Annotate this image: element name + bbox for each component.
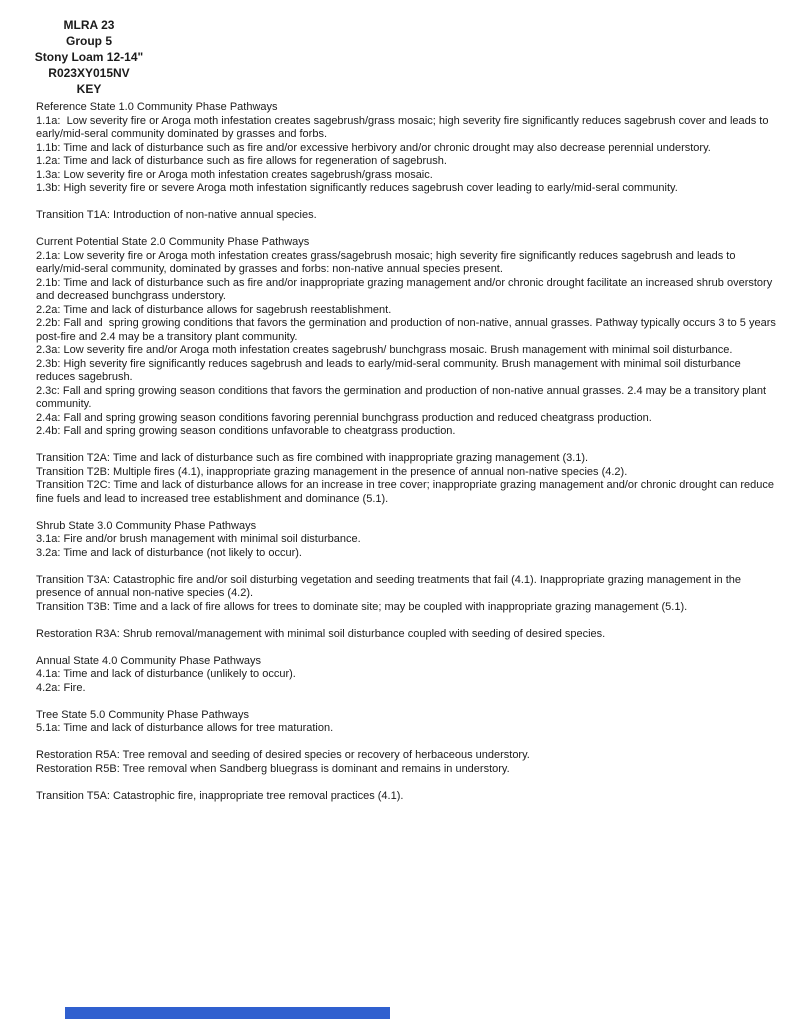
section-transition-t5a: [36, 790, 780, 804]
text-line: 1.1a: Low severity fire or Aroga moth infestation creates sagebrush/grass mosaic; high severity fire significantly reduces sagebrush cover and leads to early/mid-seral community dominated by grasses and forbs.: [36, 114, 772, 140]
text-line: 5.1a: Time and lack of disturbance allows for tree maturation.: [36, 722, 334, 734]
text-line: 2.1a: Low severity fire or Aroga moth infestation creates grass/sagebrush mosaic; high severity fire significantly reduces sagebrush and leads to early/mid-seral community, dominated by grasses and forbs: non-native annual species present.: [36, 249, 739, 275]
document-body: [36, 101, 780, 817]
text-line: 2.2b: Fall and spring growing conditions that favors the germination and production of non-native, annual grasses. Pathway typically occurs 3 to 5 years post-fire and 2.4 may be a transitory plant community.: [36, 317, 779, 343]
text-line: Transition T2A: Time and lack of disturbance such as fire combined with inappropriate grazing management (3.1).: [36, 452, 589, 464]
section-heading: Reference State 1.0 Community Phase Pathways: [36, 101, 278, 113]
text-line: 1.3a: Low severity fire or Aroga moth infestation creates sagebrush/grass mosaic.: [36, 168, 433, 181]
text-line: 2.3b: High severity fire significantly reduces sagebrush and leads to early/mid-seral community. Brush management with minimal soil disturbance reduces sagebrush.: [36, 357, 744, 383]
text-line: 1.2a: Time and lack of disturbance such as fire allows for regeneration of sagebrush.: [36, 155, 447, 167]
section-transitions-t2: [36, 452, 780, 506]
text-line: 3.1a: Fire and/or brush management with minimal soil disturbance.: [36, 533, 361, 545]
text-line: Transition T1A: Introduction of non-native annual species.: [36, 209, 317, 221]
section-transitions-t3: [36, 574, 780, 615]
text-line: 4.1a: Time and lack of disturbance (unlikely to occur).: [36, 668, 296, 680]
header-line-site-name: Stony Loam 12-14": [34, 50, 144, 64]
section-heading: Tree State 5.0 Community Phase Pathways: [36, 708, 249, 721]
text-line: Transition T3B: Time and a lack of fire allows for trees to dominate site; may be coupled with inappropriate grazing management (5.1).: [36, 600, 688, 613]
section-current-potential-state: [36, 236, 780, 439]
text-line: Restoration R5A: Tree removal and seeding of desired species or recovery of herbaceous understory.: [36, 749, 530, 761]
header-line-site-id: R023XY015NV: [48, 66, 130, 80]
text-line: Transition T3A: Catastrophic fire and/or soil disturbing vegetation and seeding treatments that fail (4.1). Inappropriate grazing management in the presence of annual non-native species (4.2).: [36, 573, 745, 599]
text-line: 3.2a: Time and lack of disturbance (not likely to occur).: [36, 546, 302, 559]
text-line: 2.2a: Time and lack of disturbance allows for sagebrush reestablishment.: [36, 303, 392, 316]
text-line: 2.1b: Time and lack of disturbance such as fire and/or inappropriate grazing management and/or chronic drought facilitate an increased shrub overstory and decreased bunchgrass understory.: [36, 276, 776, 302]
section-transition-t1a: [36, 209, 780, 223]
section-restorations-r5: [36, 749, 780, 776]
footer-highlight-bar: [65, 1007, 390, 1019]
text-line: Transition T2C: Time and lack of disturbance allows for an increase in tree cover; inappropriate grazing management and/or chronic drought can reduce fine fuels and lead to increased tree establishment and dominance (5.1).: [36, 479, 778, 505]
text-line: 4.2a: Fire.: [36, 681, 86, 694]
section-heading: Current Potential State 2.0 Community Phase Pathways: [36, 236, 310, 248]
header-line-group: Group 5: [65, 34, 112, 48]
text-line: Restoration R3A: Shrub removal/management with minimal soil disturbance coupled with seeding of desired species.: [36, 627, 606, 640]
text-line: Transition T5A: Catastrophic fire, inappropriate tree removal practices (4.1).: [36, 789, 404, 802]
text-line: 2.3c: Fall and spring growing season conditions that favors the germination and production of non-native annual grasses. 2.4 may be a transitory plant community.: [36, 384, 770, 410]
text-line: 2.4b: Fall and spring growing season conditions unfavorable to cheatgrass production.: [36, 425, 456, 437]
text-line: 2.3a: Low severity fire and/or Aroga moth infestation creates sagebrush/ bunchgrass mosaic. Brush management with minimal soil disturbance.: [36, 344, 733, 356]
text-line: 1.1b: Time and lack of disturbance such as fire and/or excessive herbivory and/or chronic drought may also decrease perennial understory.: [36, 141, 711, 154]
section-restoration-r3a: [36, 628, 780, 642]
text-line: Transition T2B: Multiple fires (4.1), inappropriate grazing management in the presence of annual non-native species (4.2).: [36, 465, 628, 478]
section-annual-state: [36, 655, 780, 696]
section-heading: Shrub State 3.0 Community Phase Pathways: [36, 519, 257, 532]
header-line-mlra: MLRA 23: [63, 18, 115, 32]
text-line: 1.3b: High severity fire or severe Aroga moth infestation significantly reduces sagebrush cover leading to early/mid-seral community.: [36, 182, 678, 194]
header-line-key: KEY: [76, 82, 102, 96]
section-tree-state: [36, 709, 780, 736]
section-heading: Annual State 4.0 Community Phase Pathways: [36, 654, 262, 667]
section-shrub-state: [36, 520, 780, 561]
document-header: [0, 17, 178, 97]
text-line: Restoration R5B: Tree removal when Sandberg bluegrass is dominant and remains in understory.: [36, 762, 510, 775]
text-line: 2.4a: Fall and spring growing season conditions favoring perennial bunchgrass production and reduced cheatgrass production.: [36, 411, 652, 424]
section-reference-state: [36, 101, 780, 196]
